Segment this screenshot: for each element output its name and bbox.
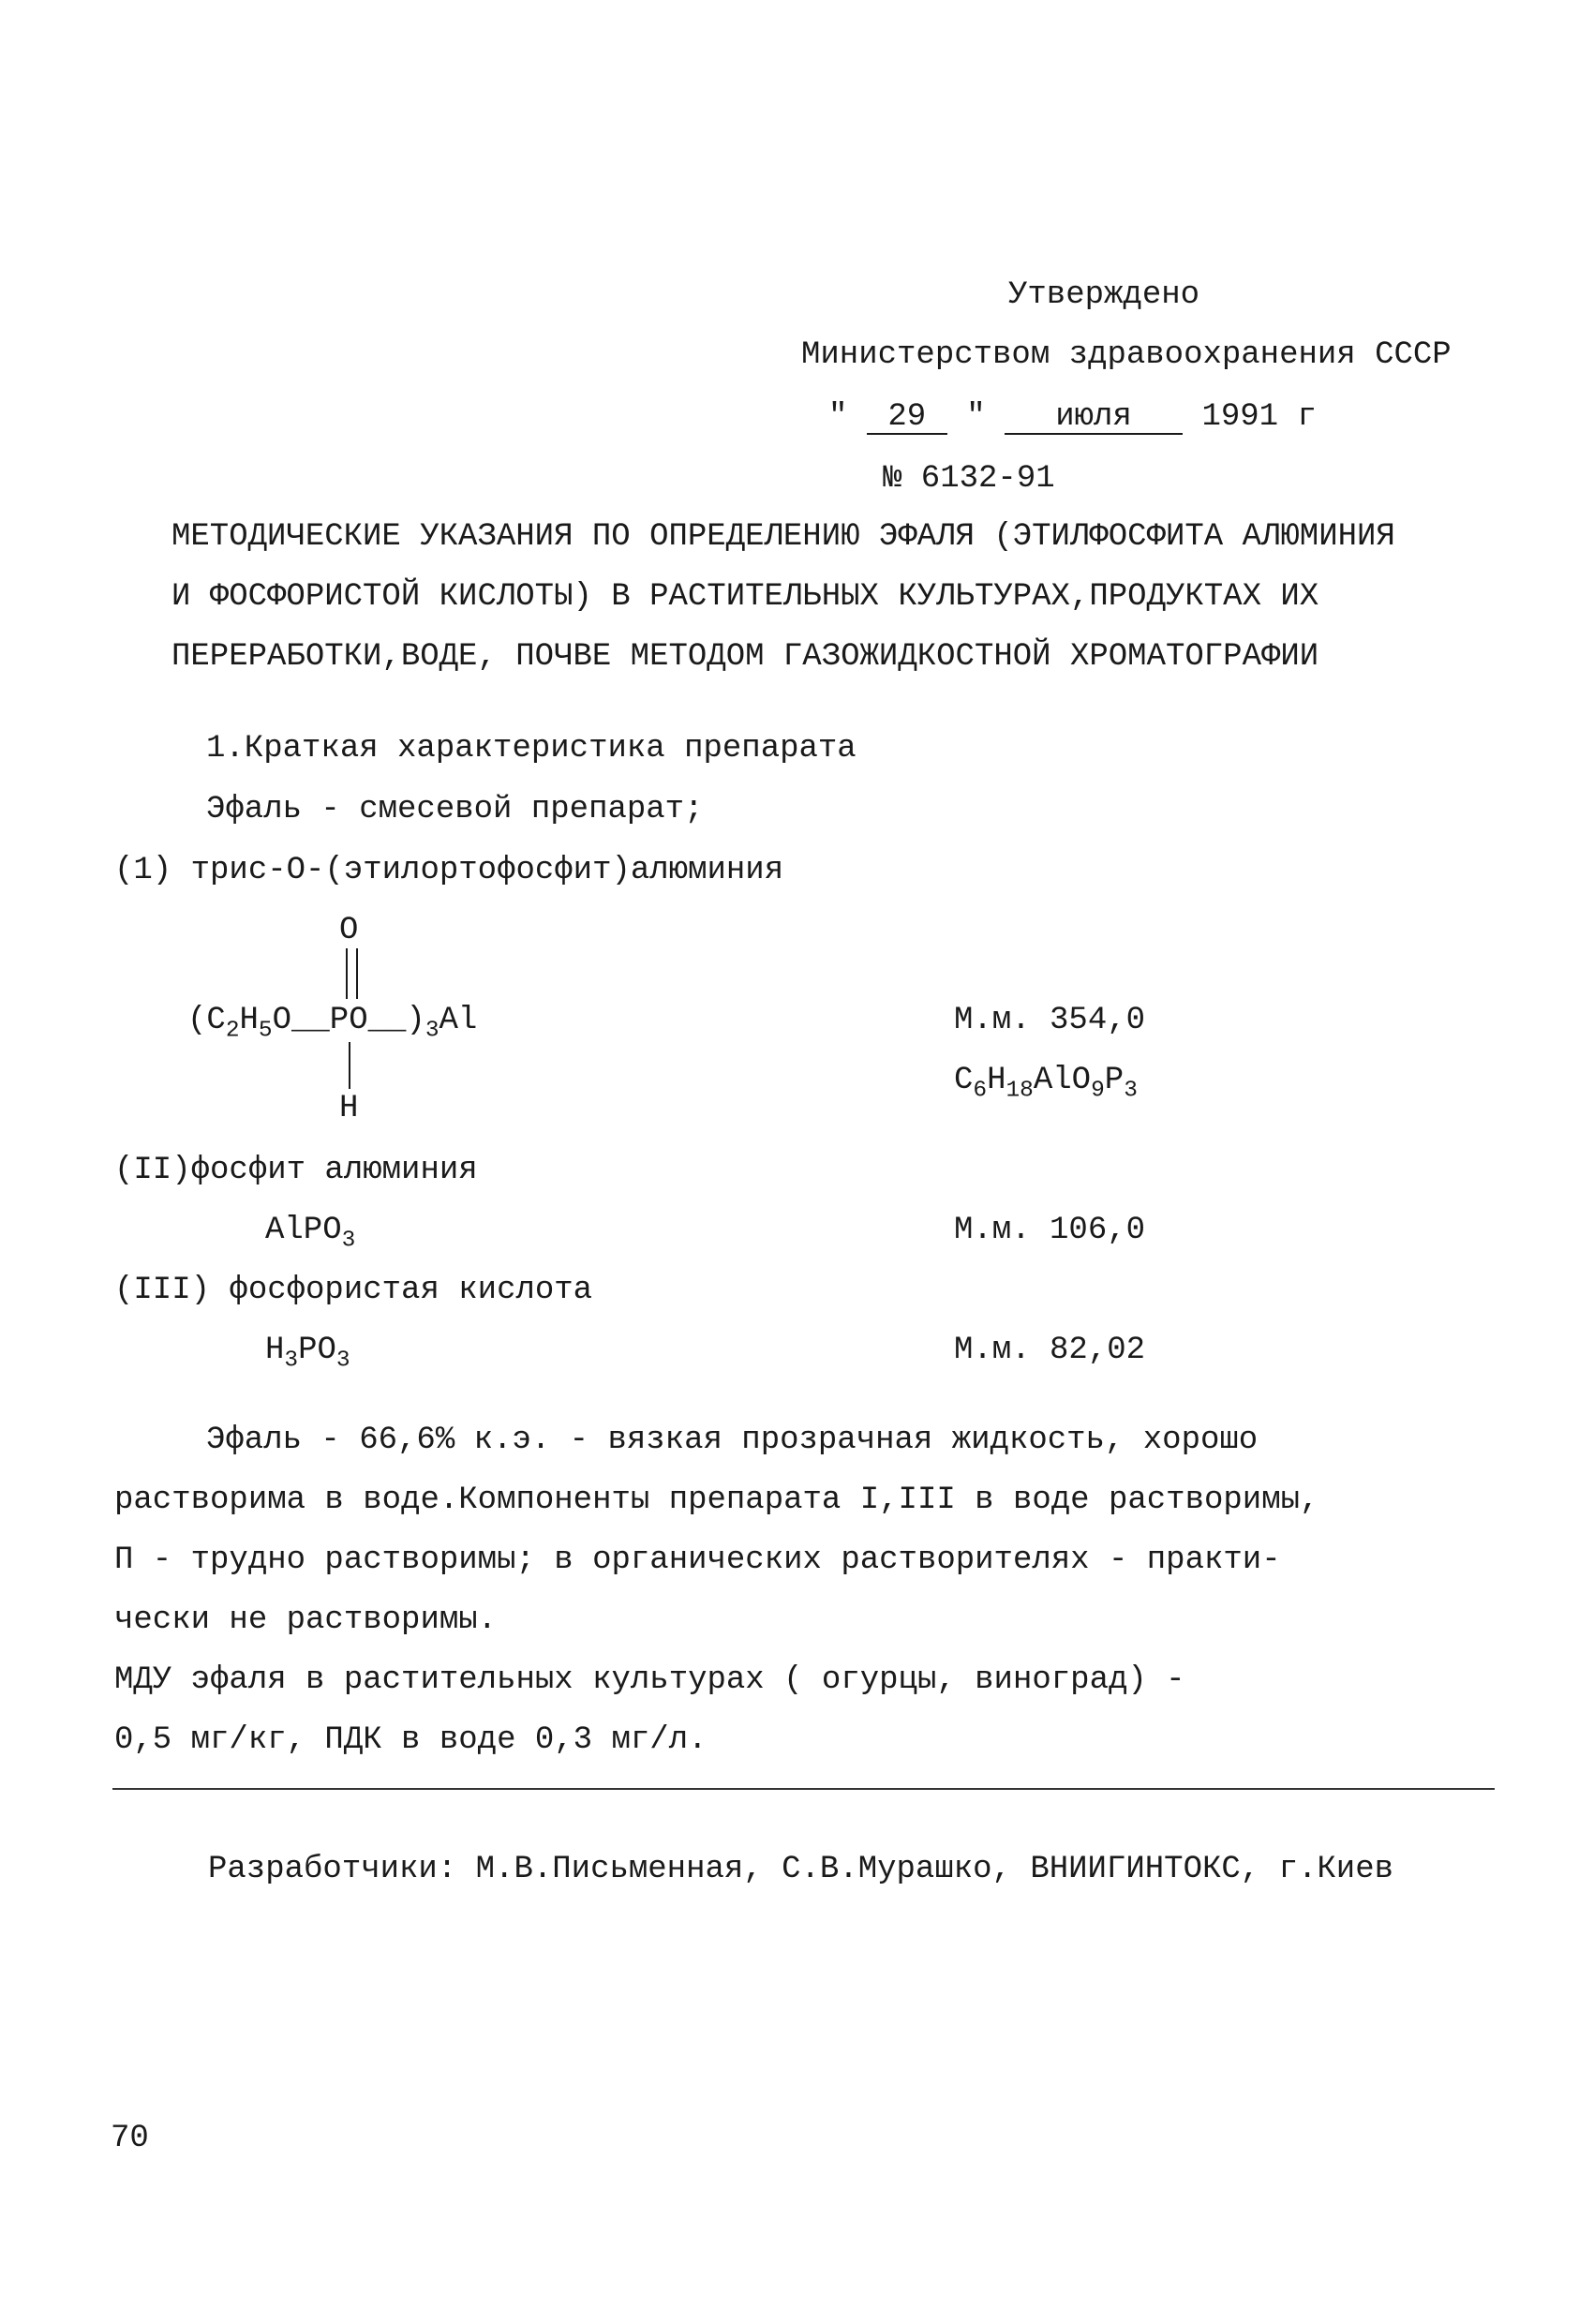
footnote-divider (112, 1788, 1495, 1790)
structure-oxygen: O (339, 913, 359, 948)
single-bond (349, 1042, 350, 1089)
title-line-1: МЕТОДИЧЕСКИЕ УКАЗАНИЯ ПО ОПРЕДЕЛЕНИЮ ЭФАЛЯ (ЭТИЛФОСФИТА АЛЮМИНИЯ (171, 519, 1395, 555)
paragraph-line-5: МДУ эфаля в растительных культурах ( огурцы, виноград) - (114, 1662, 1185, 1698)
component-2-label: (II)фосфит алюминия (114, 1153, 478, 1188)
page-number: 70 (111, 2121, 149, 2156)
footnote-authors: Разработчики: М.В.Письменная, С.В.Мурашко, ВНИИГИНТОКС, г.Киев (208, 1852, 1394, 1887)
paragraph-line-2: растворима в воде.Компоненты препарата I,III в воде растворимы, (114, 1482, 1319, 1518)
title-line-3: ПЕРЕРАБОТКИ,ВОДЕ, ПОЧВЕ МЕТОДОМ ГАЗОЖИДКОСТНОЙ ХРОМАТОГРАФИИ (171, 639, 1319, 675)
structure-hydrogen: H (339, 1091, 359, 1126)
date-day: 29 (867, 401, 947, 435)
component-3-formula: $H_3PO_3$ (265, 1333, 350, 1374)
double-bond-left (346, 948, 348, 999)
date-month: июля (1005, 401, 1183, 435)
date-quote-mid: " (966, 399, 986, 435)
title-line-2: И ФОСФОРИСТОЙ КИСЛОТЫ) В РАСТИТЕЛЬНЫХ КУЛЬТУРАХ,ПРОДУКТАХ ИХ (171, 579, 1319, 615)
component-1-molar-mass: М.м. 354,0 (954, 1003, 1146, 1038)
section-intro: Эфаль - смесевой препарат; (206, 792, 704, 827)
component-2-formula: AlPO$_3$ (265, 1213, 356, 1254)
approval-heading: Утверждено (1008, 277, 1200, 313)
paragraph-line-1: Эфаль - 66,6% к.э. - вязкая прозрачная жидкость, хорошо (206, 1423, 1259, 1458)
paragraph-line-3: П - трудно растворимы; в органических растворителях - практи- (114, 1542, 1281, 1578)
structural-formula: $(C_2H_5O\_\_PO\_\_)_3Al$ (187, 1003, 478, 1044)
date-year: 1991 г (1201, 399, 1317, 435)
section-heading: 1.Краткая характеристика препарата (206, 731, 857, 767)
component-1-label: (1) трис-О-(этилортофосфит)алюминия (114, 853, 784, 888)
date-quote-open: " (828, 399, 848, 435)
approval-ministry: Министерством здравоохранения СССР (801, 337, 1452, 373)
component-1-molecular-formula: $C_6H_{18}AlO_9P_3$ (954, 1063, 1138, 1104)
double-bond-right (356, 948, 358, 999)
document-number: № 6132-91 (883, 461, 1055, 497)
paragraph-line-6: 0,5 мг/кг, ПДК в воде 0,3 мг/л. (114, 1722, 708, 1758)
paragraph-line-4: чески не растворимы. (114, 1602, 498, 1638)
component-3-label: (III) фосфористая кислота (114, 1273, 593, 1308)
approval-date (828, 401, 1317, 435)
component-2-molar-mass: М.м. 106,0 (954, 1213, 1146, 1248)
component-3-molar-mass: М.м. 82,02 (954, 1333, 1146, 1368)
